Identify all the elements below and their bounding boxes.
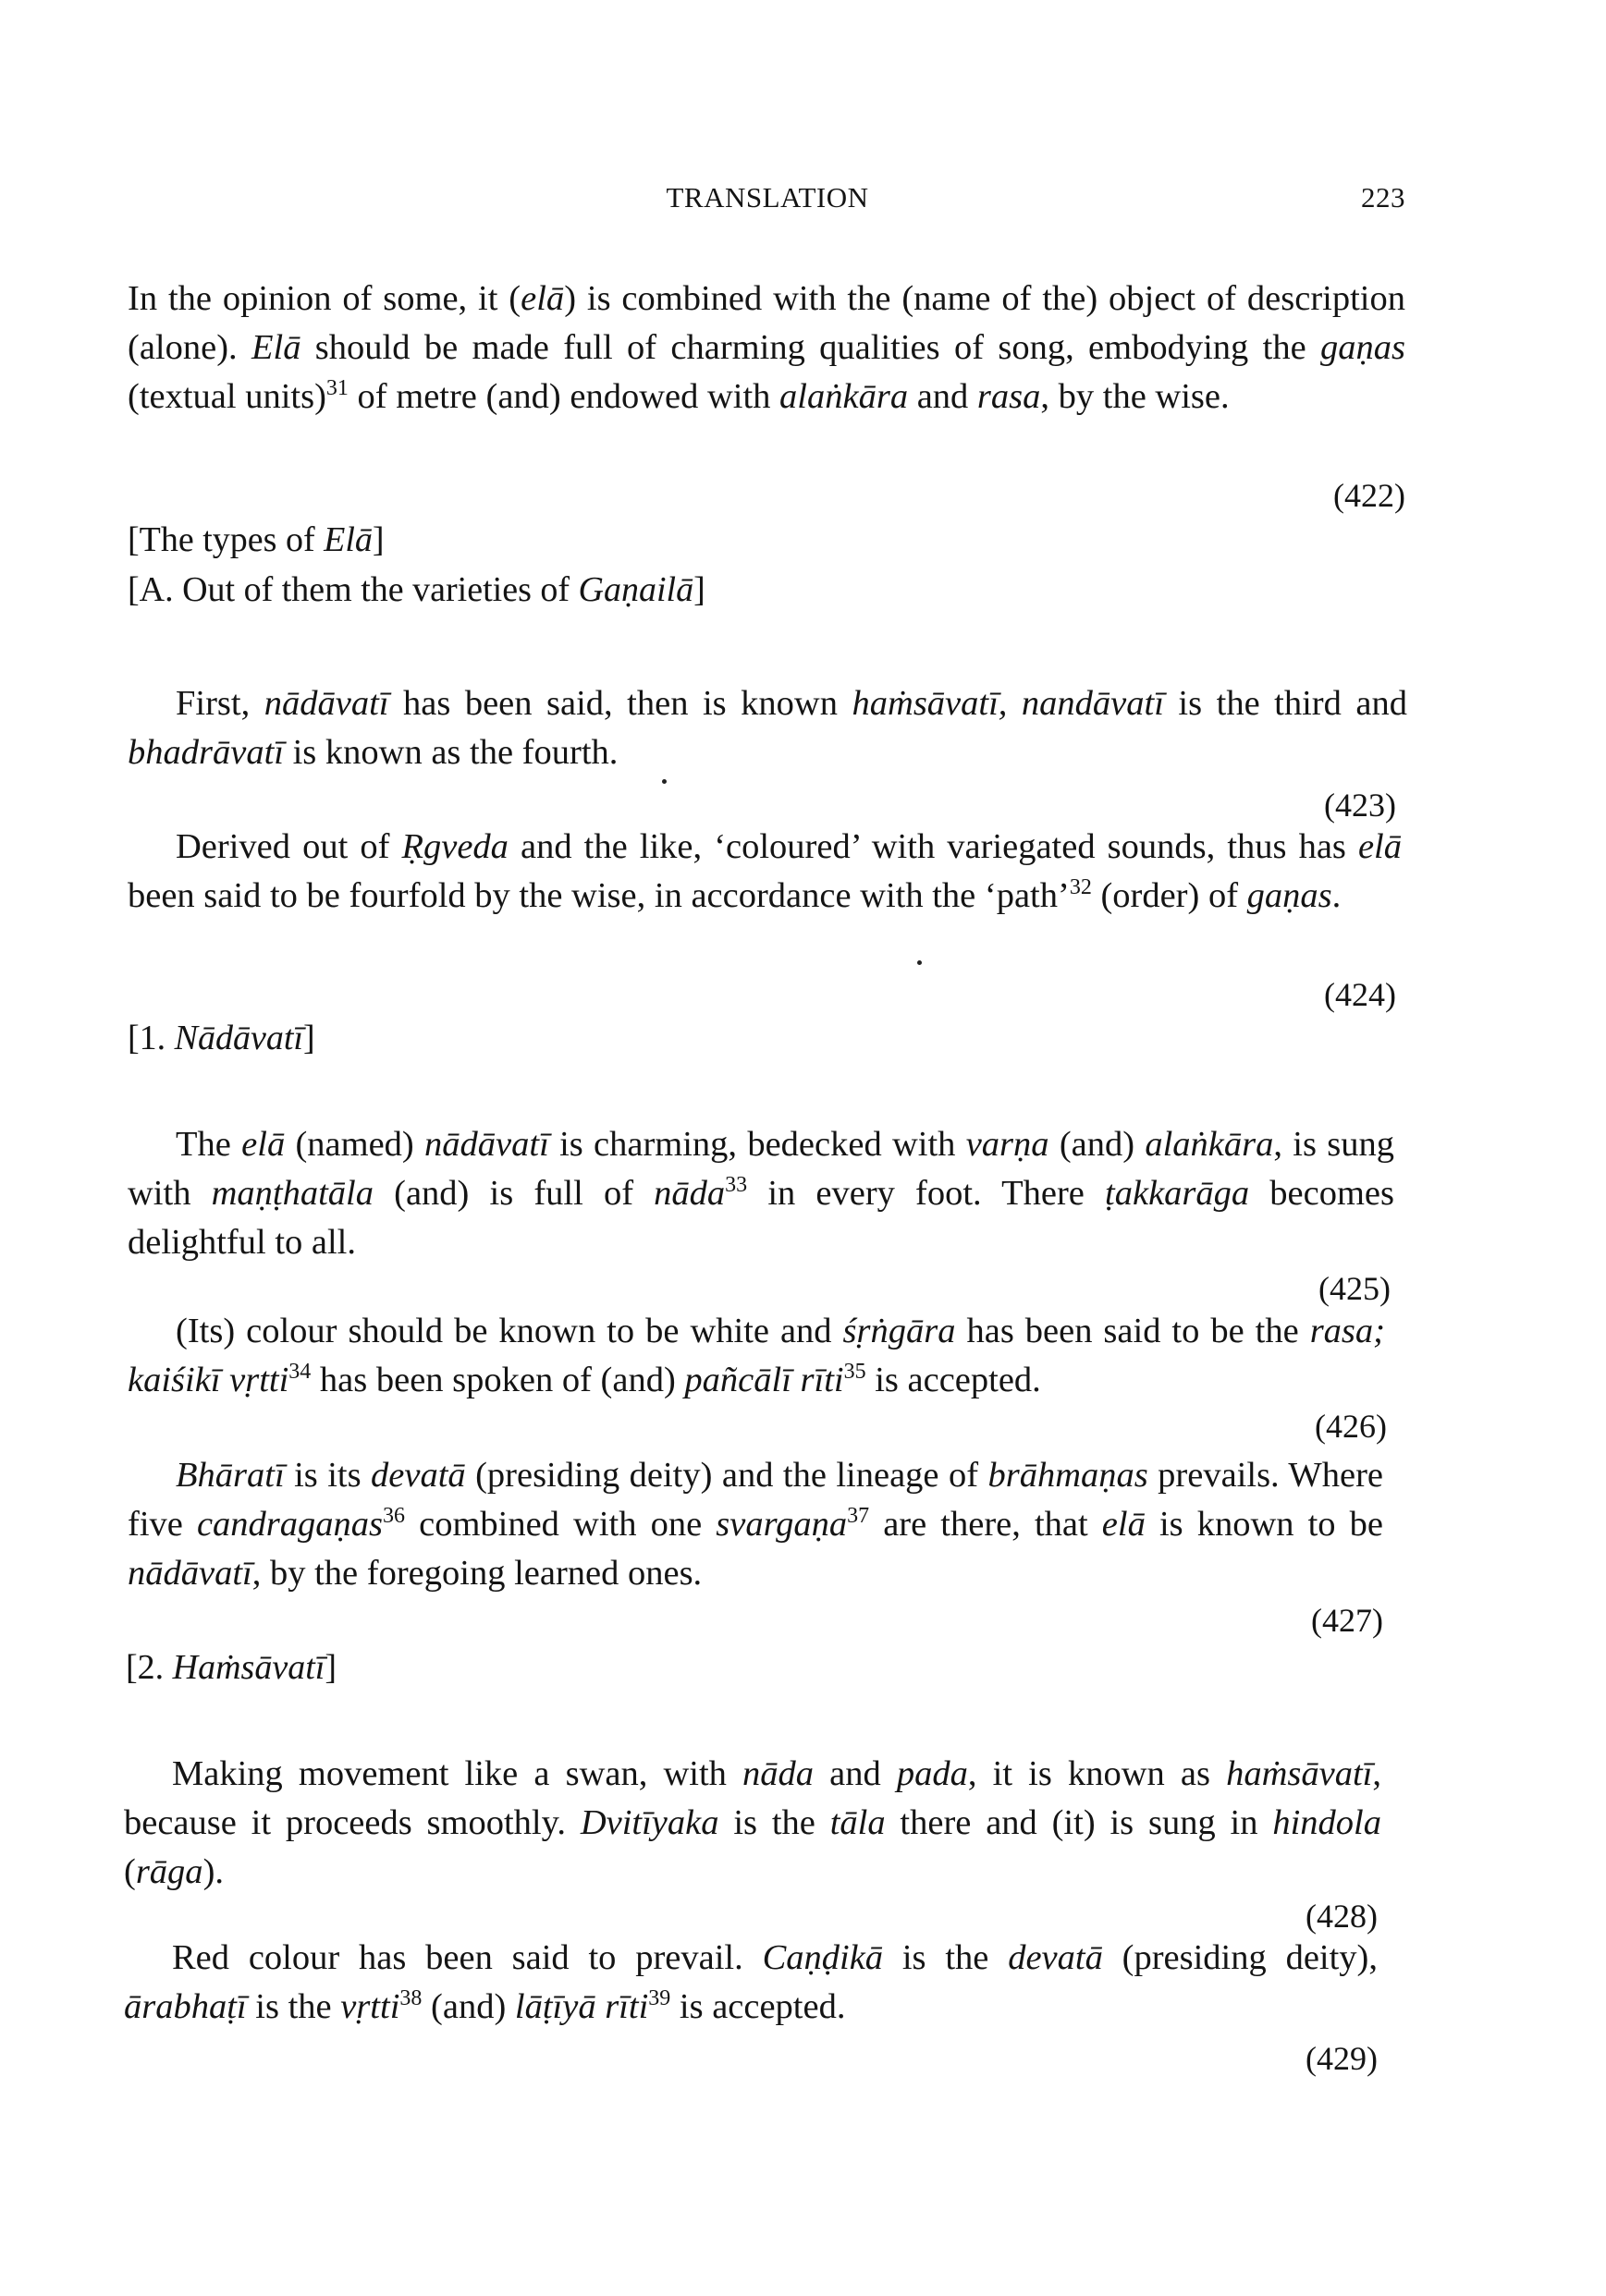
footnote-ref: 35 <box>843 1360 866 1385</box>
paragraph-5: (Its) colour should be known to be white and śṛṅgāra has been said to be the rasa; kaiśikī vṛtti$^{34}$ has been spoken of (and) pañcālī rīti$^{35}$ is accepted. <box>128 1312 1385 1399</box>
paragraph-4: The elā (named) nādāvatī is charming, bedecked with varṇa (and) alaṅkāra, is sung with maṇṭhatāla (and) is full of nāda$^{33}$ in every foot. There ṭakkarāga becomes delightful to all. <box>128 1125 1395 1262</box>
verse-number: (422) <box>1333 477 1405 514</box>
footnote-ref: 31 <box>325 376 349 401</box>
paragraph-7: Making movement like a swan, with nāda and pada, it is known as haṁsāvatī, because it proceeds smoothly. Dvitīyaka is the tāla there and (it) is sung in hindola (rāga). <box>124 1754 1381 1891</box>
footnote-ref: 34 <box>288 1360 312 1385</box>
section-heading: [A. Out of them the varieties of Gaṇailā] <box>128 570 705 609</box>
verse-number: (424) <box>1324 976 1396 1013</box>
verse-number: (427) <box>1311 1602 1383 1639</box>
header-title: TRANSLATION <box>666 181 869 214</box>
footnote-ref: 33 <box>725 1173 748 1198</box>
footnote-ref: 39 <box>648 1986 671 2011</box>
paragraph-1: In the opinion of some, it (elā) is combined with the (name of the) object of description (alone). Elā should be made full of charming qualities of song, embodying the gaṇas (textual units)$^{31}$ of metre (and) endowed with alaṅkāra and rasa, by the wise. <box>128 279 1405 416</box>
section-heading: [2. Haṁsāvatī] <box>126 1648 337 1687</box>
paragraph-3: Derived out of Ṛgveda and the like, ‘coloured’ with variegated sounds, thus has elā been said to be fourfold by the wise, in accordance with the ‘path’$^{32}$ (order) of gaṇas. <box>128 827 1403 915</box>
footnote-ref: 37 <box>847 1504 870 1529</box>
paragraph-8: Red colour has been said to prevail. Caṇḍikā is the devatā (presiding deity), ārabhaṭī is the vṛtti$^{38}$ (and) lāṭīyā rīti$^{39}$ is accepted. <box>124 1938 1378 2026</box>
paragraph-2: First, nādāvatī has been said, then is known haṁsāvatī, nandāvatī is the third and bhadrāvatī is known as the fourth. <box>128 684 1407 772</box>
verse-number: (423) <box>1324 787 1396 824</box>
footnote-ref: 36 <box>383 1504 406 1529</box>
section-heading: [1. Nādāvatī] <box>128 1019 315 1057</box>
section-heading: [The types of Elā] <box>128 520 385 559</box>
footnote-ref: 32 <box>1069 875 1092 900</box>
verse-number: (429) <box>1306 2040 1378 2077</box>
verse-number: (428) <box>1306 1898 1378 1935</box>
verse-number: (426) <box>1315 1408 1387 1445</box>
print-speck <box>917 960 922 965</box>
footnote-ref: 38 <box>399 1986 423 2011</box>
page-number: 223 <box>1361 181 1405 214</box>
paragraph-6: Bhāratī is its devatā (presiding deity) and the lineage of brāhmaṇas prevails. Where five candragaṇas$^{36}$ combined with one svargaṇa$^{37}$ are there, that elā is known to be nādāvatī, by the foregoing learned ones. <box>128 1456 1384 1593</box>
verse-number: (425) <box>1318 1270 1391 1307</box>
print-speck <box>662 779 667 784</box>
